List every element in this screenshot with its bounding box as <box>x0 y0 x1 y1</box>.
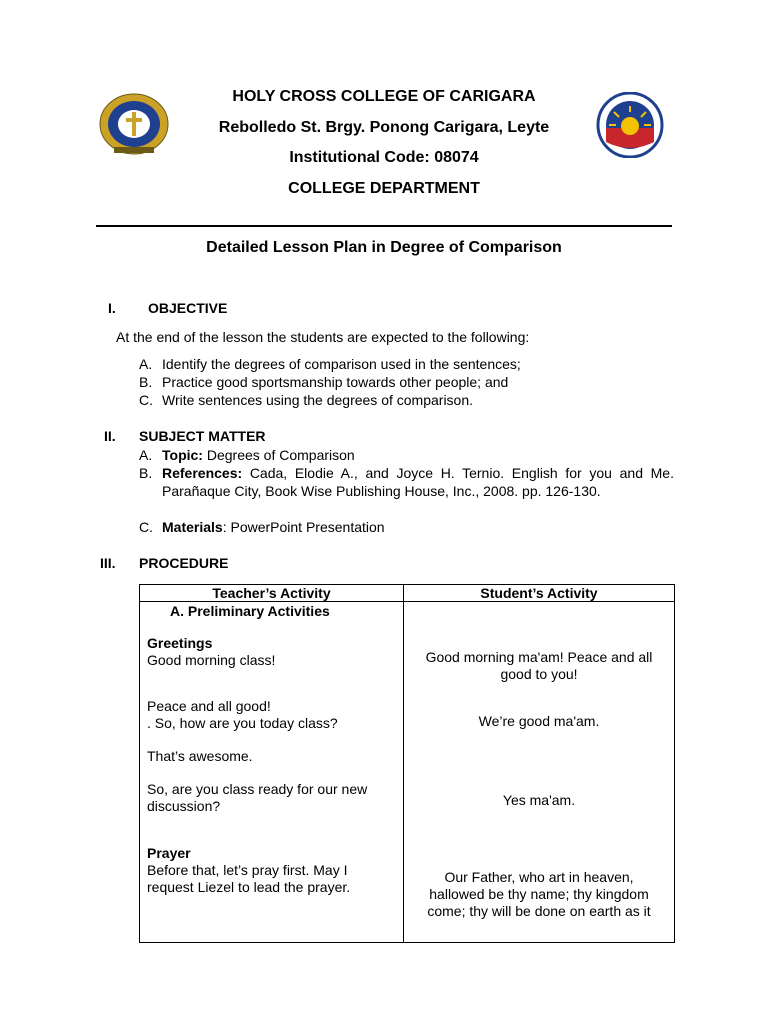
subject-item-letter: B. <box>139 465 153 481</box>
student-line: Good morning ma'am! Peace and all <box>425 649 653 665</box>
department-name: COLLEGE DEPARTMENT <box>288 180 480 197</box>
subject-item-letter: A. <box>139 447 153 463</box>
references-label: References: <box>162 465 243 481</box>
subject-topic <box>162 446 355 464</box>
student-line: good to you! <box>500 666 578 682</box>
materials-value: : PowerPoint Presentation <box>222 519 385 535</box>
student-line: come; thy will be done on earth as it <box>427 903 651 919</box>
teacher-line: Before that, let’s pray first. May I <box>147 862 348 878</box>
objective-item-text: Identify the degrees of comparison used in the sentences; <box>162 356 521 372</box>
teacher-line: Peace and all good! <box>147 698 271 714</box>
teacher-line: That’s awesome. <box>147 748 253 764</box>
objective-item-letter: B. <box>139 374 153 390</box>
school-name: HOLY CROSS COLLEGE OF CARIGARA <box>232 88 536 105</box>
student-activity-header: Student’s Activity <box>404 585 675 602</box>
section-subject-heading: SUBJECT MATTER <box>139 428 266 444</box>
student-line: hallowed be thy name; thy kingdom <box>429 886 649 902</box>
student-line: Yes ma'am. <box>502 792 576 808</box>
teacher-line: Good morning class! <box>147 652 276 668</box>
table-row <box>140 602 675 943</box>
teacher-line: . So, how are you today class? <box>147 715 338 731</box>
section-subject-numeral: II. <box>104 428 116 444</box>
section-objective-heading: OBJECTIVE <box>148 300 228 316</box>
teacher-line: discussion? <box>147 798 221 814</box>
teacher-line: So, are you class ready for our new <box>147 781 368 797</box>
section-procedure-heading: PROCEDURE <box>139 555 229 571</box>
materials-label: Materials <box>162 519 223 535</box>
objective-item-letter: A. <box>139 356 153 372</box>
header-divider <box>96 225 672 227</box>
student-activity-cell <box>404 602 675 943</box>
objective-intro: At the end of the lesson the students are expected to the following: <box>116 329 530 345</box>
subject-references <box>162 464 674 500</box>
student-line: Our Father, who art in heaven, <box>444 869 634 885</box>
lesson-plan-title: Detailed Lesson Plan in Degree of Comparison <box>206 239 562 256</box>
topic-value: Degrees of Comparison <box>202 447 355 463</box>
table-header-row <box>140 585 675 602</box>
greetings-heading: Greetings <box>147 635 213 651</box>
objective-item-letter: C. <box>139 392 153 408</box>
section-procedure-numeral: III. <box>100 555 116 571</box>
student-line: We’re good ma'am. <box>478 713 600 729</box>
objective-item-text: Practice good sportsmanship towards other people; and <box>162 374 509 390</box>
references-value: Cada, Elodie A., and Joyce H. Ternio. English for you and Me. Parañaque City, Book Wise Publishing House, Inc., 2008. pp. 126-130. <box>162 465 674 499</box>
institutional-code: Institutional Code: 08074 <box>289 149 479 166</box>
teacher-activity-header: Teacher’s Activity <box>140 585 404 602</box>
objective-item-text: Write sentences using the degrees of comparison. <box>162 392 474 408</box>
school-address: Rebolledo St. Brgy. Ponong Carigara, Leyte <box>218 119 550 136</box>
prayer-heading: Prayer <box>147 845 191 861</box>
teacher-line: request Liezel to lead the prayer. <box>147 879 351 895</box>
topic-label: Topic: <box>162 447 203 463</box>
teacher-activity-cell <box>140 602 404 943</box>
preliminary-activities-heading: A. Preliminary Activities <box>170 603 330 619</box>
activity-table <box>139 584 675 943</box>
section-objective-numeral: I. <box>108 300 116 316</box>
subject-item-letter: C. <box>139 519 153 535</box>
subject-materials <box>162 518 385 536</box>
